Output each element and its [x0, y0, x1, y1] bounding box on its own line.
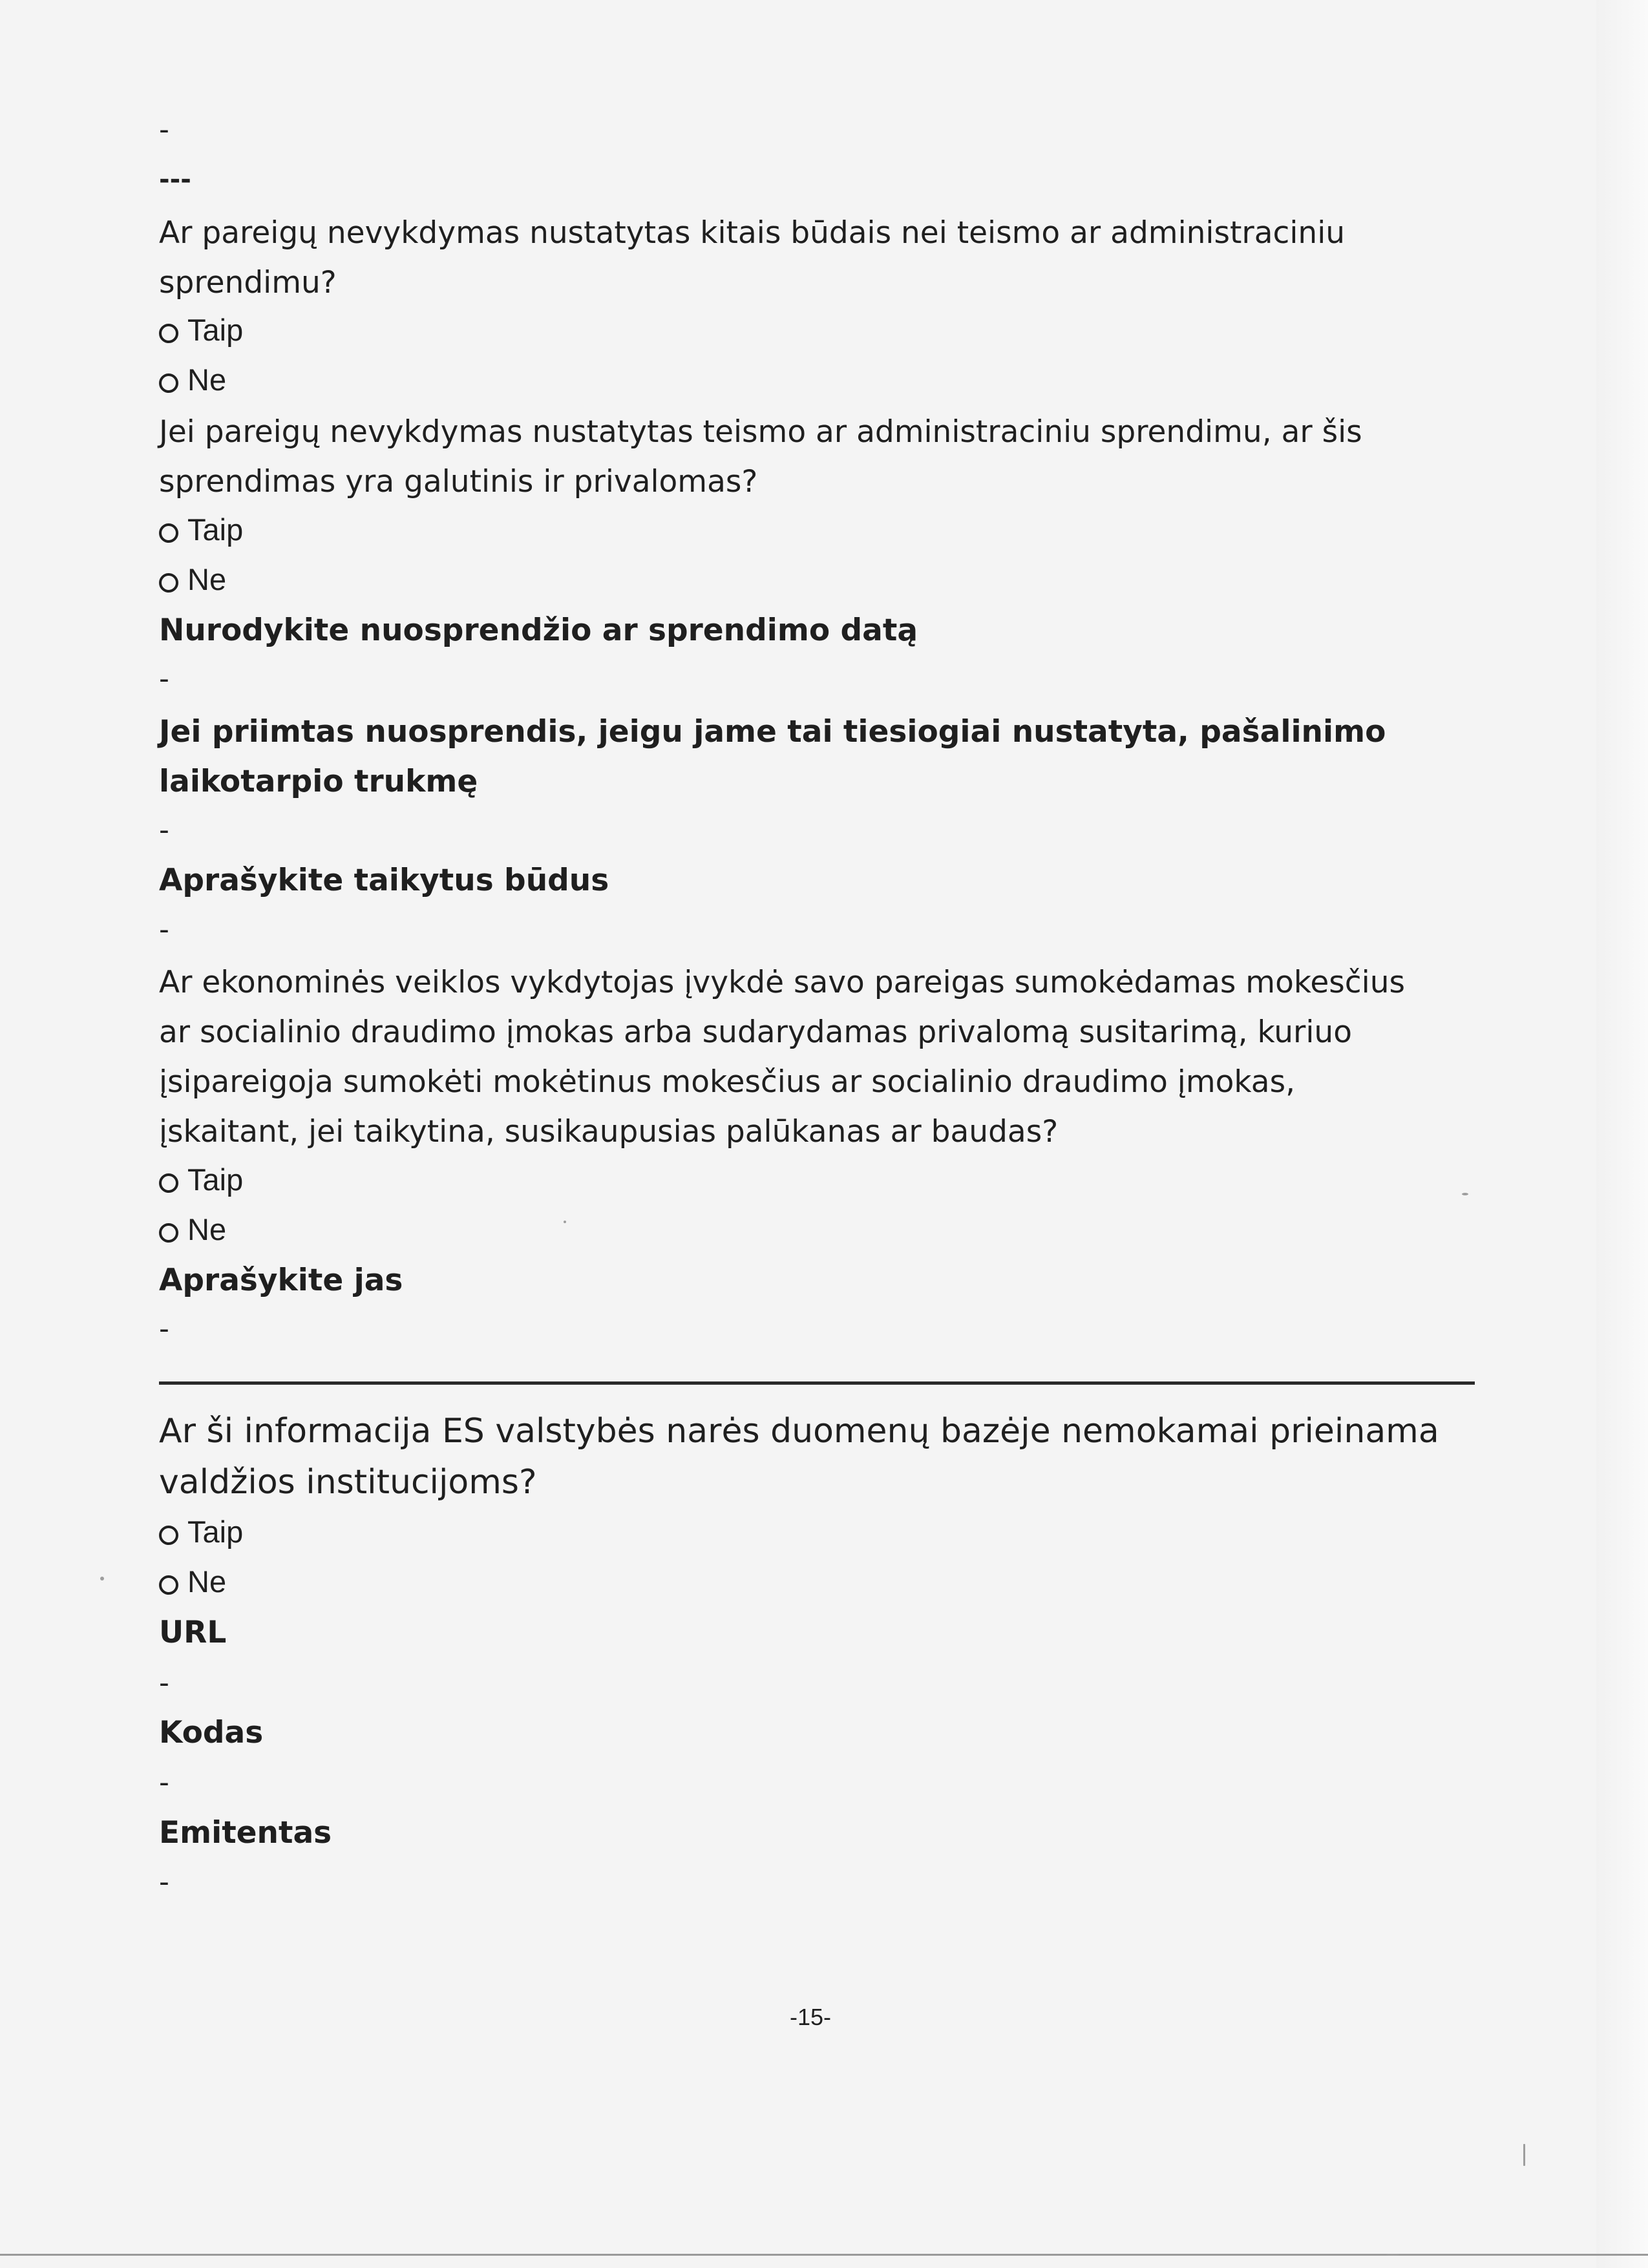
radio-circle-icon[interactable]	[159, 573, 178, 593]
scan-speck	[1386, 2254, 1399, 2256]
methods-label: Aprašykite taikytus būdus	[159, 863, 609, 898]
option-label: Ne	[187, 362, 227, 397]
question-4-line-1: Ar ši informacija ES valstybės narės duomenų bazėje nemokamai prieinama	[159, 1412, 1439, 1451]
scan-speck	[1462, 1193, 1468, 1195]
question-3-line-4: įskaitant, jei taikytina, susikaupusias palūkanas ar baudas?	[159, 1114, 1059, 1150]
option-label: Ne	[187, 1212, 227, 1246]
question-1-option-yes[interactable]	[159, 305, 243, 355]
section-divider	[159, 1381, 1475, 1385]
question-2-line-1: Jei pareigų nevykdymas nustatytas teismo ar administraciniu sprendimu, ar šis	[159, 414, 1362, 450]
code-value: -	[159, 1766, 169, 1799]
question-4-option-yes[interactable]	[159, 1507, 243, 1557]
scan-bottom-edge	[0, 2254, 1648, 2256]
question-3-line-1: Ar ekonominės veiklos vykdytojas įvykdė savo pareigas sumokėdamas mokesčius	[159, 965, 1405, 1000]
methods-value: -	[159, 913, 169, 946]
question-2-line-2: sprendimas yra galutinis ir privalomas?	[159, 464, 758, 499]
decision-date-label: Nurodykite nuosprendžio ar sprendimo datą	[159, 613, 918, 648]
decision-date-value: -	[159, 662, 169, 695]
url-label: URL	[159, 1615, 227, 1650]
section-separator: ---	[159, 165, 191, 194]
radio-circle-icon[interactable]	[159, 1575, 178, 1595]
scan-speck	[1523, 2144, 1525, 2166]
top-dash: -	[159, 113, 169, 146]
option-label: Ne	[187, 1564, 227, 1599]
radio-circle-icon[interactable]	[159, 324, 178, 343]
describe-label: Aprašykite jas	[159, 1263, 403, 1298]
question-2-option-no[interactable]	[159, 554, 226, 604]
page-edge-shadow	[1596, 0, 1648, 2268]
exclusion-period-value: -	[159, 814, 169, 846]
question-4-option-no[interactable]	[159, 1557, 226, 1606]
code-label: Kodas	[159, 1715, 264, 1750]
issuer-value: -	[159, 1865, 169, 1898]
question-1-line-2: sprendimu?	[159, 265, 337, 300]
option-label: Taip	[187, 512, 244, 547]
radio-circle-icon[interactable]	[159, 523, 178, 543]
scan-speck	[100, 1577, 104, 1580]
question-3-option-yes[interactable]	[159, 1155, 243, 1204]
issuer-label: Emitentas	[159, 1815, 332, 1851]
option-label: Taip	[187, 1515, 244, 1549]
question-2-option-yes[interactable]	[159, 505, 243, 554]
question-3-option-no[interactable]	[159, 1204, 226, 1254]
radio-circle-icon[interactable]	[159, 1223, 178, 1243]
exclusion-period-label-line-2: laikotarpio trukmę	[159, 764, 478, 799]
question-4-line-2: valdžios institucijoms?	[159, 1463, 537, 1502]
describe-value: -	[159, 1312, 169, 1345]
url-value: -	[159, 1666, 169, 1699]
option-label: Taip	[187, 1162, 244, 1197]
question-3-line-2: ar socialinio draudimo įmokas arba sudarydamas privalomą susitarimą, kuriuo	[159, 1014, 1352, 1050]
exclusion-period-label-line-1: Jei priimtas nuosprendis, jeigu jame tai tiesiogiai nustatyta, pašalinimo	[159, 714, 1386, 750]
scan-speck	[564, 1221, 566, 1223]
question-1-line-1: Ar pareigų nevykdymas nustatytas kitais būdais nei teismo ar administraciniu	[159, 215, 1346, 251]
radio-circle-icon[interactable]	[159, 1173, 178, 1193]
page-number: -15-	[790, 2004, 832, 2030]
radio-circle-icon[interactable]	[159, 1526, 178, 1545]
option-label: Ne	[187, 562, 227, 596]
radio-circle-icon[interactable]	[159, 373, 178, 393]
question-1-option-no[interactable]	[159, 355, 226, 404]
option-label: Taip	[187, 313, 244, 347]
question-3-line-3: įsipareigoja sumokėti mokėtinus mokesčius ar socialinio draudimo įmokas,	[159, 1064, 1296, 1100]
